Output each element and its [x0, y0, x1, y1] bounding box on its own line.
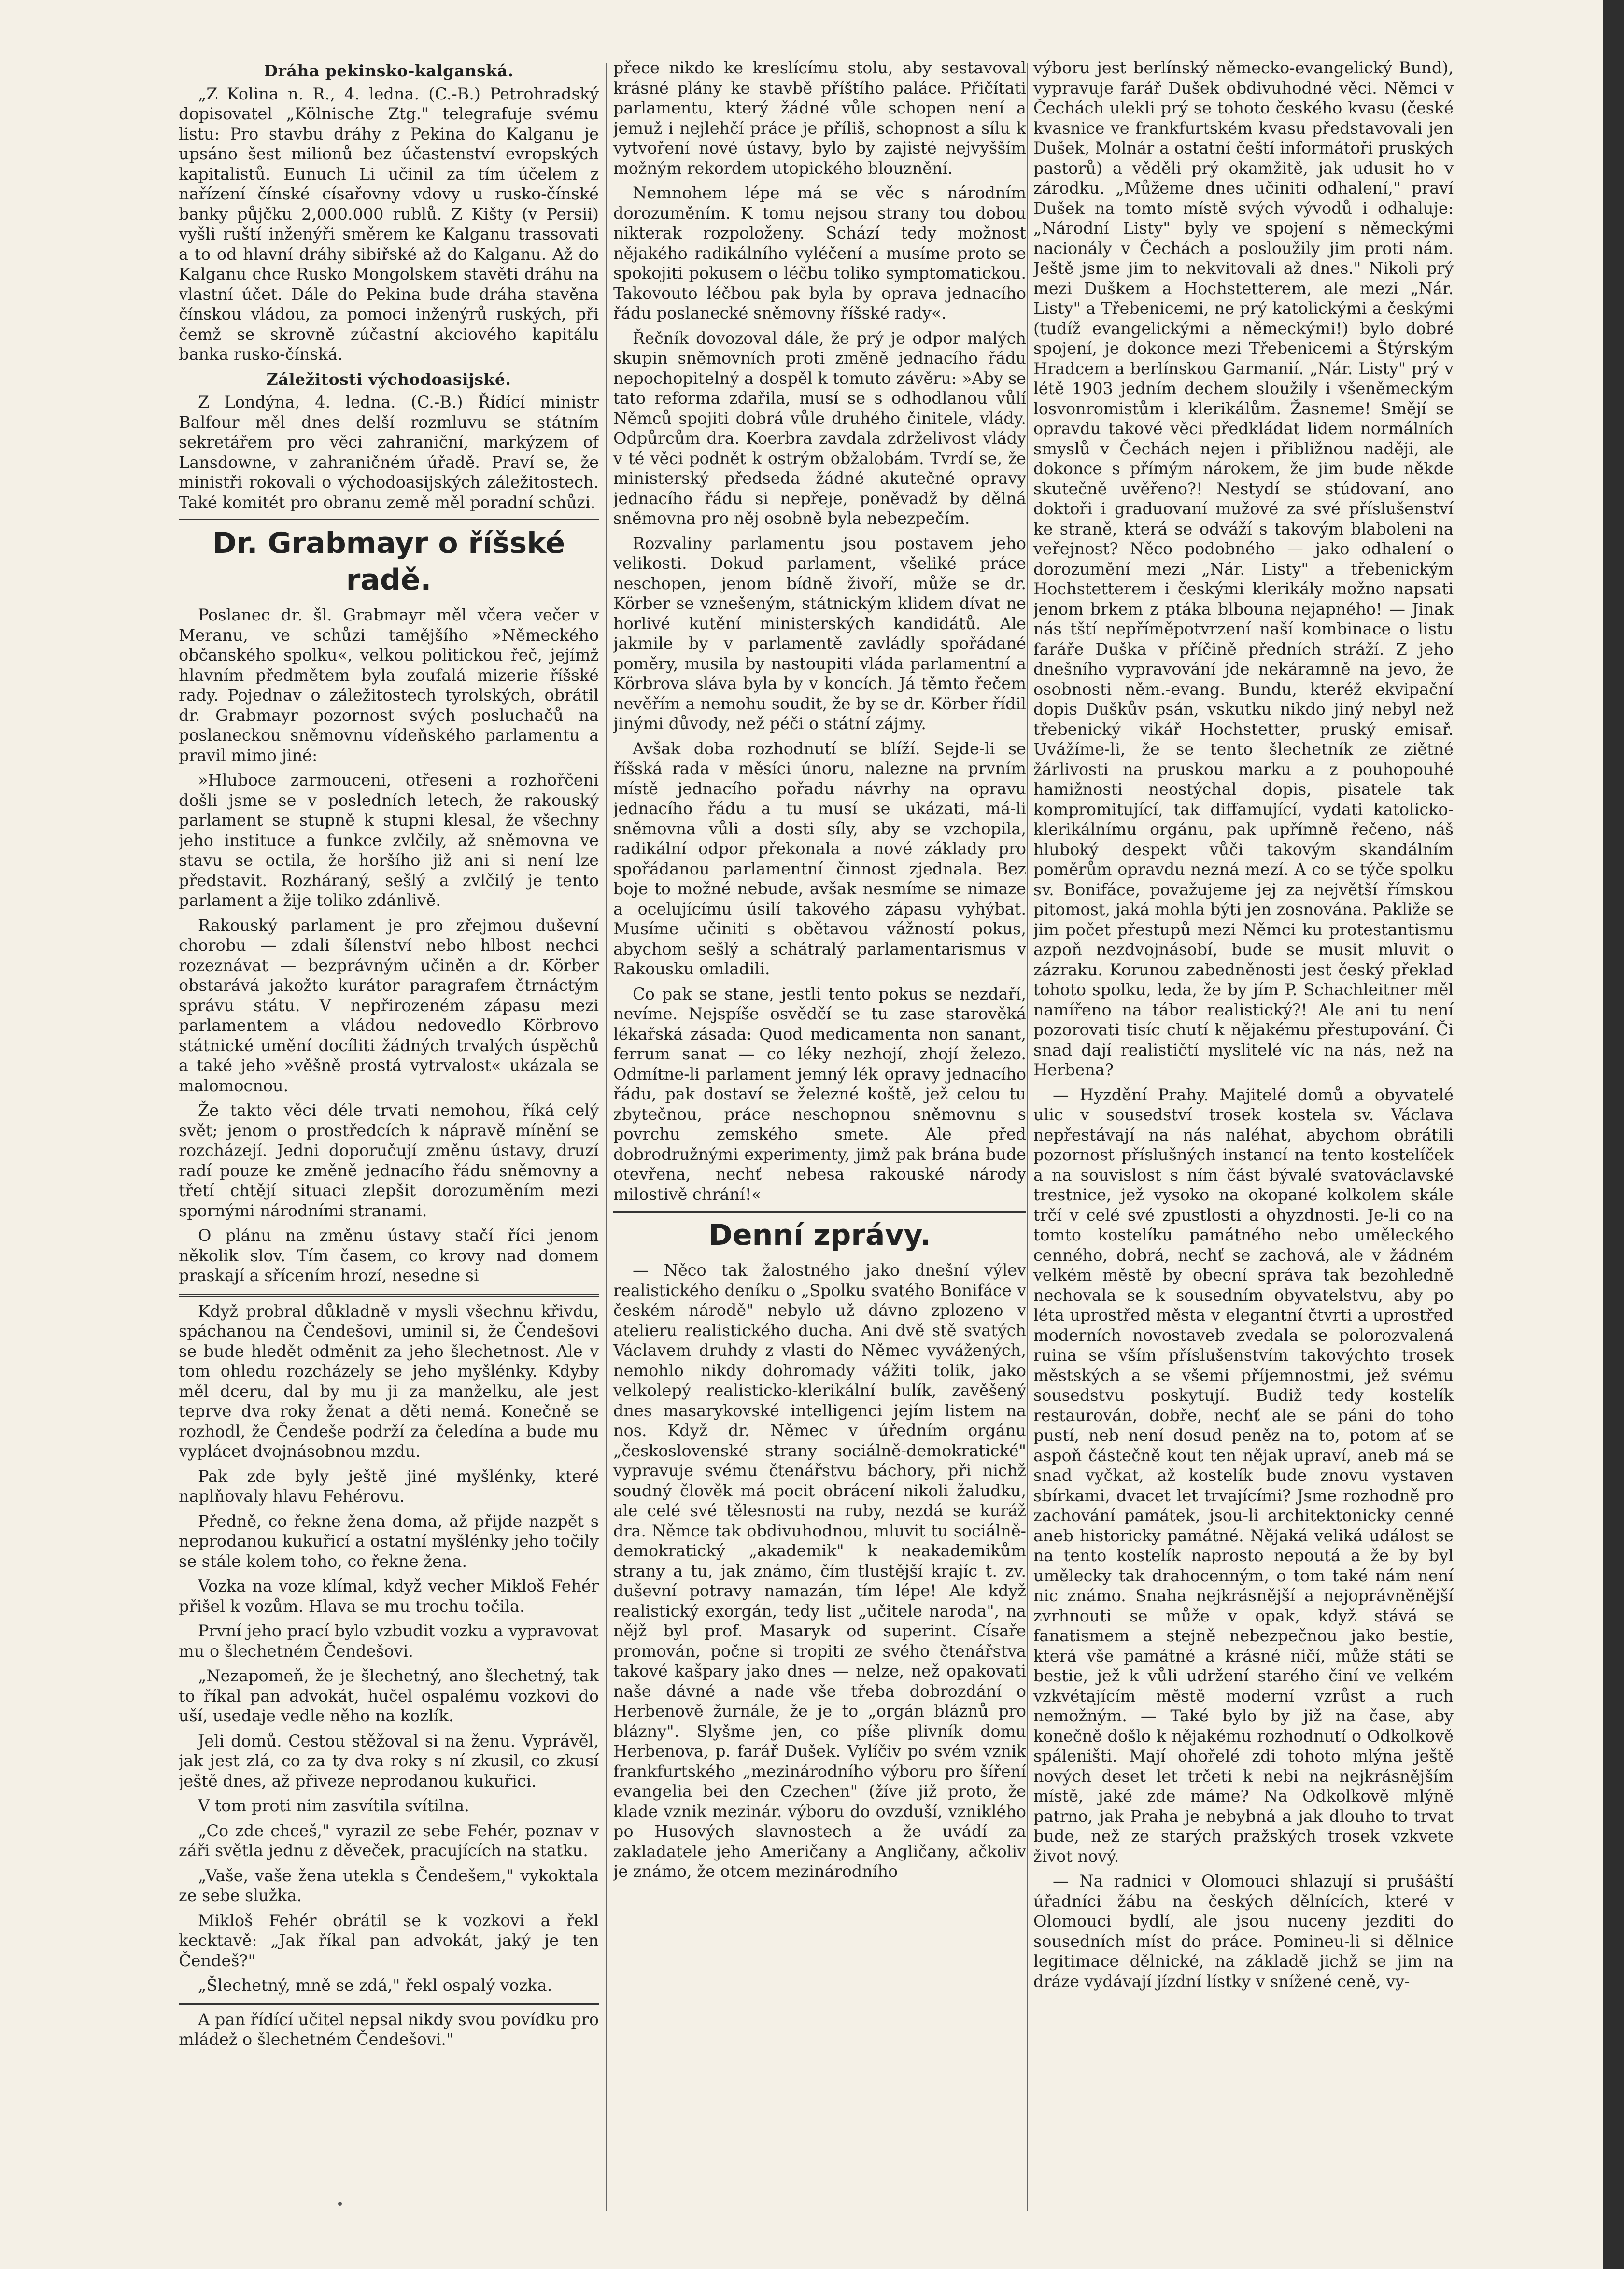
- article-paragraph: »Hluboce zarmouceni, otřeseni a rozhořčeni došli jsme se v posledních letech, že rakouský parlament se stupně k stupni klesal, že všechny jeho instituce a funkce zvlčily, až sněmovna ve stavu se octila, že horšího již ani si není lze představit. Rozháraný, sešlý a zvlčilý je tento parlament a žije toliko zdánlivě.: [179, 771, 599, 910]
- story-paragraph: Jeli domů. Cestou stěžoval si na ženu. Vyprávěl, jak jest zlá, co za ty dva roky s ní zkusil, co zkusí ještě dnes, až přiveze neprodanou kukuřici.: [179, 1731, 599, 1790]
- news-paragraph: — Něco tak žalostného jako dnešní výlev realistického deníku o „Spolku svatého Bonifáce v českém národě" nebylo už dávno zplozeno v atelieru realistického ducha. Ani dvě stě svatých Václavem druhdy z vlasti do Němec vyvážených, nemohlo nikdy dohromady vážiti tolik, jako velkolepý realisticko-klerikální bulík, zavěšený dnes masarykovské intelligenci jejím listem na nos. Když dr. Němec v úředním orgánu „československé strany sociálně-demokratické" vypravuje svému čtenářstvu báchory, při nichž soudný člověk má pocit obrácení nikoli žaludku, ale celé své tělesnosti na ruby, nezdá se kuráž dra. Němce tak obdivuhodnou, mluvit tu sociálně-demokratický „akademik" k neakademikům strany a tu, jak známo, čím tlustější krajíc t. zv. duševní potravy namazán, tím lépe! Ale když realistický exorgán, tedy list „učitele naroda", na nějž byl prof. Masaryk od superint. Císaře promován, počne si tropiti ze svého čtenářstva takové kašpary jako dnes — nelze, než opakovati naše dávné a nade vše třeba dobrozdání o Herbenově žurnále, že je to „orgán bláznů pro blázny". Slyšme jen, co píše plivník domu Herbenova, p. farář Dušek. Vylíčiv po svém vznik frankfurtského „mezinárodního výboru pro šíření evangelia bei den Czechen" (žíve již proto, že klade vznik mezinár. výboru do ovzduší, vzniklého po Husových slavnostech a že uvádí za zakladatele jeho Američany a Angličany, ačkoliv je známo, že otcem mezinárodního: [613, 1261, 1026, 1881]
- column-rule-2: [1027, 63, 1028, 2211]
- story-paragraph: Předně, co řekne žena doma, až přijde nazpět s neprodanou kukuřicí a ostatní myšlénky jeho točily se stále kolem toho, co řekne žena.: [179, 1511, 599, 1571]
- news-paragraph: výboru jest berlínský německo-evangelický Bund), vypravuje farář Dušek obdivuhodné věci. Němci v Čechách ulekli prý se tohoto českého kvasu (české kvasnice ve frankfurtském kvasu představovali jen Dušek, Molnár a ostatní čeští informátoři pruských pastorů) a věděli prý okamžitě, jak udusit ho v zárodku. „Můžeme dnes učiniti odhalení," praví Dušek na tomto místě svých vývodů i odhaluje: „Národní Listy" byly ve spojení s německými nacionály v Čechách a posloužily jim proti nám. Ještě jsme jim to nekvitovali až dnes." Nikoli prý mezi Duškem a Hochstetterem, ale mezi „Nár. Listy" a Třebenicemi, ne prý katolickými a českými (tudíž evangelickými a německými!) bylo dobré spojení, je dokonce mezi Třebenicemi a Štýrským Hradcem a berlínskou Garmanií. „Nár. Listy" prý v létě 1903 jedním dechem sloužily i všeněmeckým losvonromistům i klerikálům. Žasneme! Smějí se opravdu takové věci předkládat lidem normálních smyslů v Čechách nejen i přibližnou naději, ale dokonce s přímým nárokem, že jim bude někde skutečně uvěřeno?! Nestydí se stúdovaní, ano doktoři i graduovaní mužové za své příslušenství ke straně, která se odváží s takovým blaboleni na veřejnost? Něco podobného — jako odhalení o dorozumění mezi „Nár. Listy" a třebenickým Hochstetterem i českými klerikály možno napsati jenom brkem z ptáka blbouna nejapného! — Jinak nás tští nepříměpotvrzení naší kombinace o listu faráře Duška v příčině předních stráží. Z jeho dnešního vypravování jde nekáramně na jevo, že osobnosti něm.-evang. Bundu, kteréž ekvipační dopis Duškův psán, vskutku nikdo jiný nebyl než třebenický vikář Hochstetter, pruský emisař. Uvážíme-li, že se tento šlechetník ze ziětné žárlivosti na pruskou marku a z pouhopouhé hamižnosti neostýchal dopis, pisatele tak kompromitující, tak diffamující, vydati katolicko-klerikálnímu orgánu, pak upřímně řečeno, náš hluboký despekt vůči takovým skandálním poměrům opravdu nezná mezí. A co se týče spolku sv. Bonifáce, považujeme jej za největší římskou pitomost, jaká mohla býti jen zosnována. Pakliže se jim počet přestupů mezi Němci ku protestantismu azpoň nezdvojnásobí, bude se musit mluvit o zázraku. Korunou zabedněnosti jest český překlad tohoto spolku, leda, že by jím P. Schachleitner měl namířeno na tábor realistický?! Ale ani tu není pozorovati tisíc chutí k nějakému přestupování. Či snad dají realističtí myslitelé víc na nás, než na Herbena?: [1033, 58, 1454, 1079]
- article-paragraph: Rozvaliny parlamentu jsou postavem jeho velikosti. Dokud parlament, všeliké práce neschopen, jenom bídně živoří, může se dr. Körber se vznešeným, státnickým klidem dívat ne horlivé kutění ministerských kandidátů. Ale jakmile by v parlamentě zavládly spořádané poměry, musila by nastoupiti vláda parlamentní a Körbrova sláva byla by v koncích. Já těmto řečem nevěřím a nemohu soudit, že by se dr. Körber řídil jinými důvody, než péči o státní zájmy.: [613, 534, 1026, 733]
- article-paragraph: Co pak se stane, jestli tento pokus se nezdaří, nevíme. Nejspíše osvědčí se tu zase starověká lékařská zásada: Quod medicamenta non sanant, ferrum sanat — co léky nezhojí, zhojí železo. Odmítne-li parlament jemný lék opravy jednacího řádu, pak dostaví se železné koště, jež celou tu zbytečnou, práce neschopnou sněmovnu s povrchu zemského smete. Ale před dobrodružnými experimenty, jimž pak brána bude otevřena, nechť nebesa rakouské národy milostivě chrání!«: [613, 984, 1026, 1204]
- news-paragraph: — Na radnici v Olomouci shlazují si prušáští úřadníci žábu na českých dělnících, které v Olomouci bydlí, ale jsou nuceny jezditi do sousedních míst do práce. Pomineu-li si dělnice legitimace dělnické, na základě jichž se jim na dráze vydávají jízdní lístky v snížené ceně, vy-: [1033, 1872, 1454, 1991]
- feuilleton-separator: [179, 1294, 599, 1297]
- article-paragraph: Rakouský parlament je pro zřejmou duševní chorobu — zdali šílenství nebo hlbost nechci rozeznávat — bezprávným učiněn a dr. Körber obstarává jakožto kurátor paragrafem čtrnáctým správu státu. V nepřirozeném zápasu mezi parlamentem a vládou nedovedlo Körbrovo státnické umění docíliti žádných trvalých úspěchů a také jeho »věšně prostá vytrvalost« ukázala se malomocnou.: [179, 916, 599, 1095]
- article-paragraph: Že takto věci déle trvati nemohou, říká celý svět; jenom o prostředcích k nápravě mínění se rozcházejí. Jedni doporučují změnu ústavy, druzí radí pouze ke změně jednacího řádu sněmovny a třetí chtějí situaci zlepšit dorozuměním mezi spornými národními stranami.: [179, 1101, 599, 1220]
- headline-zalezitosti: Záležitosti východoasijské.: [266, 369, 511, 389]
- news-paragraph: — Hyzdění Prahy. Majitelé domů a obyvatelé ulic v sousedství trosek kostela sv. Václava nepřestávají na nás naléhat, abychom obrátili pozornost příslušných instancí na tento kostelíček a na souvislost s ním část bývalé svatováclavské trestnice, jež vysoko na okopané kolkolem skále trčí v celé své zpustlosti a ohyzdnosti. Je-li co na tomto kostelíku památného nebo uměleckého cenného, dobrá, nechť se zachová, ale v žádném velkém městě by obecní správa tak bezohledně nechovala se k sousedním obyvatelstvu, aby po léta uprostřed města v elegantní čtvrti a uprostřed moderních novostaveb zvedala se polorozvalená ruina se vším příslušenstvím takovýchto trosek městských a se všemi příjemnostmi, jež svému sousedstvu poskytují. Budiž tedy kostelík restaurován, dobře, nechť ale se páni do toho pustí, neb není dosud peněz na to, potom ať se aspoň částečně kout ten nějak upraví, aneb má se snad vyčkat, až kostelík bude znovu vystaven sbírkami, dvacet let trvajícími? Jsme rozhodně pro zachování památek, jsou-li architektonicky cenné aneb historicky památné. Nějaká veliká událost se na tento kostelík naprosto nepoutá a že by byl umělecky tak drahocenným, o tom také nám není nic známo. Snaha nejkrásnější a nejoprávněnější zvrhnouti se může v opak, když stává se fanatismem a stejně nebezpečnou jako bestie, která vše památné a krásné ničí, může státi se bestie, jež k vůli udržení starého činí ve velkém vzkvétajícím městě moderní vzrůst a ruch nemožným. — Také bylo by již na čase, aby konečně došlo k nějakému rozhodnutí o Odkolkově spáleništi. Mají ohořelé zdi tohoto mlýna ještě nových deset let trčeti k nebi na nejkrásnějším místě, jaké zde máme? Na Odkolkově mlýně patrno, jak Praha je nebybná a jak dlouho to trvat bude, než ze starých pražských trosek vzkvete život nový.: [1033, 1085, 1454, 1866]
- scan-edge: [1603, 0, 1624, 2269]
- article-paragraph: přece nikdo ke kreslícímu stolu, aby sestavoval krásné plány ke stavbě příštího paláce. Přičítati parlamentu, který žádné vůle schopen není a jemuž i nejlehčí práce je příliš, schopnost a sílu k vytvoření nové ústavy, bylo by zajisté nejvyšším možným rekordem utopického blouznění.: [613, 58, 1026, 178]
- story-paragraph: V tom proti nim zasvítila svítilna.: [198, 1796, 469, 1815]
- headline-denni-zpravy: Denní zprávy.: [613, 1211, 1026, 1254]
- article-paragraph: Poslanec dr. šl. Grabmayr měl včera večer v Meranu, ve schůzi tamějšího »Německého občanského spolku«, velkou politickou řeč, jejímž hlavním předmětem byla zoufalá mizerie říšské rady. Pojednav o záležitostech tyrolských, obrátil dr. Grabmayr pozornost svých posluchačů na poslaneckou sněmovnu vídeňského parlamentu a pravil mimo jiné:: [179, 606, 599, 765]
- column-2: [613, 58, 1026, 2235]
- story-paragraph: Vozka na voze klímal, když vecher Mikloš Fehér přišel k vozům. Hlava se mu trochu točila.: [179, 1577, 599, 1616]
- column-3: [1033, 58, 1454, 2235]
- headline-grabmayr: Dr. Grabmayr o říšské radě.: [179, 519, 599, 598]
- article-paragraph: „Z Kolina n. R., 4. ledna. (C.-B.) Petrohradský dopisovatel „Kölnische Ztg." telegrafuje svému listu: Pro stavbu dráhy z Pekina do Kalganu je upsáno šest milionů bez účastenství evropských kapitalistů. Eunuch Li učinil za tím účelem z nařízení čínské císařovny vdovy u rusko-čínské banky půjčku 2,000.000 rublů. Z Kišty (v Persii) vyšli ruští inženýři směrem ke Kalganu trassovati a to od hlavní dráhy sibiřské až do Kalganu. Až do Kalganu chce Rusko Mongolskem stavěti dráhu na vlastní účet. Dále do Pekina bude dráha stavěna čínskou vládou, za pomoci inženýrů ruských, při čemž se skrovně zúčastní akciového kapitálu banka rusko-čínská.: [179, 84, 599, 364]
- article-paragraph: Řečník dovozoval dále, že prý je odpor malých skupin sněmovních proti změně jednacího řádu nepochopitelný a dospěl k tomuto závěru: »Aby se tato reforma zdařila, musí se s odhodlanou vůlí Němců spojiti dobrá vůle druhého činitele, vlády. Odpůrcům dra. Koerbra zavdala zdrželivost vlády v té věci podnět k ostrým obžalobám. Tvrdí se, že ministerský předseda žádné akutečné opravy jednacího řádu si nepřeje, poněvadž by dělná sněmovna pro něj osobně byla nebezpečím.: [613, 328, 1026, 528]
- print-mark: [338, 2202, 342, 2206]
- headline-draha: Dráha pekinsko-kalganská.: [264, 61, 514, 80]
- story-paragraph: „Šlechetný, mně se zdá," řekl ospalý vozka.: [198, 1976, 552, 1995]
- story-paragraph: Pak zde byly ještě jiné myšlénky, které naplňovaly hlavu Fehérovu.: [179, 1466, 599, 1506]
- article-paragraph: Avšak doba rozhodnutí se blíží. Sejde-li se říšská rada v měsíci únoru, nalezne na prvním místě jednacího pořadu návrhy na opravu jednacího řádu a tu musí se ukázati, má-li sněmovna vůli a dosti síly, aby se vzchopila, radikální odpor překonala a nové základy pro spořádanou parlamentní činnost zjednala. Bez boje to možné nebude, avšak nesmíme se nimaze a ocelujícímu úsilí takového zápasu vyhýbat. Musíme učiniti s obětavou vážností pokus, abychom sešlý a schátralý parlamentarismus v Rakousku omladili.: [613, 739, 1026, 978]
- story-paragraph: A pan řídící učitel nepsal nikdy svou povídku pro mládež o šlechetném Čendešovi.": [179, 2010, 599, 2049]
- story-paragraph: Mikloš Fehér obrátil se k vozkovi a řekl kecktavě: „Jak říkal pan advokát, jaký je ten Čendeš?": [179, 1911, 599, 1970]
- story-paragraph: „Vaše, vaše žena utekla s Čendešem," vykoktala ze sebe služka.: [179, 1866, 599, 1905]
- article-paragraph: O plánu na změnu ústavy stačí říci jenom několik slov. Tím časem, co krovy nad domem praskají a sřícením hrozí, nesedne si: [179, 1226, 599, 1285]
- column-rule-1: [606, 63, 607, 2211]
- article-paragraph: Nemnohem lépe má se věc s národním dorozuměním. K tomu nejsou strany tou dobou nikterak rozpoloženy. Schází tedy možnost nějakého radikálního vyléčení a musíme proto se spokojiti pokusem o léčbu toliko symptomatickou. Takovouto léčbou pak byla by oprava jednacího řádu poslanecké sněmovny říšské rady«.: [613, 183, 1026, 323]
- story-paragraph: Když probral důkladně v mysli všechnu křivdu, spáchanou na Čendešovi, uminil si, že Čendešovi se bude hledět odměnit za jeho šlechetnost. Ale v tom ohledu rozcházely se jeho myšlénky. Kdyby měl dceru, dal by mu ji za manželku, ale jest teprve dva roky ženat a děti nemá. Konečně se rozhodl, že Čendeše podrží za čeledína a bude mu vyplácet dvojnásobnou mzdu.: [179, 1301, 599, 1461]
- story-paragraph: „Co zde chceš," vyrazil ze sebe Fehér, poznav v záři světla jednu z děveček, pracujících na statku.: [179, 1821, 599, 1860]
- column-1: [179, 58, 599, 2235]
- article-paragraph: Z Londýna, 4. ledna. (C.-B.) Řídící ministr Balfour měl dnes delší rozmluvu se státním sekretářem pro věci zahraniční, markýzem of Lansdowne, v zahraničném úřadě. Praví se, že ministři rokovali o východoasijských záležitostech. Také komitét pro obranu země měl poradní schůzi.: [179, 393, 599, 512]
- story-end-separator: [179, 2003, 599, 2005]
- story-paragraph: První jeho prací bylo vzbudit vozku a vypravovat mu o šlechetném Čendešovi.: [179, 1621, 599, 1661]
- story-paragraph: „Nezapomeň, že je šlechetný, ano šlechetný, tak to říkal pan advokát, hučel ospalému vozkovi do uší, usedaje vedle něho na kozlík.: [179, 1666, 599, 1725]
